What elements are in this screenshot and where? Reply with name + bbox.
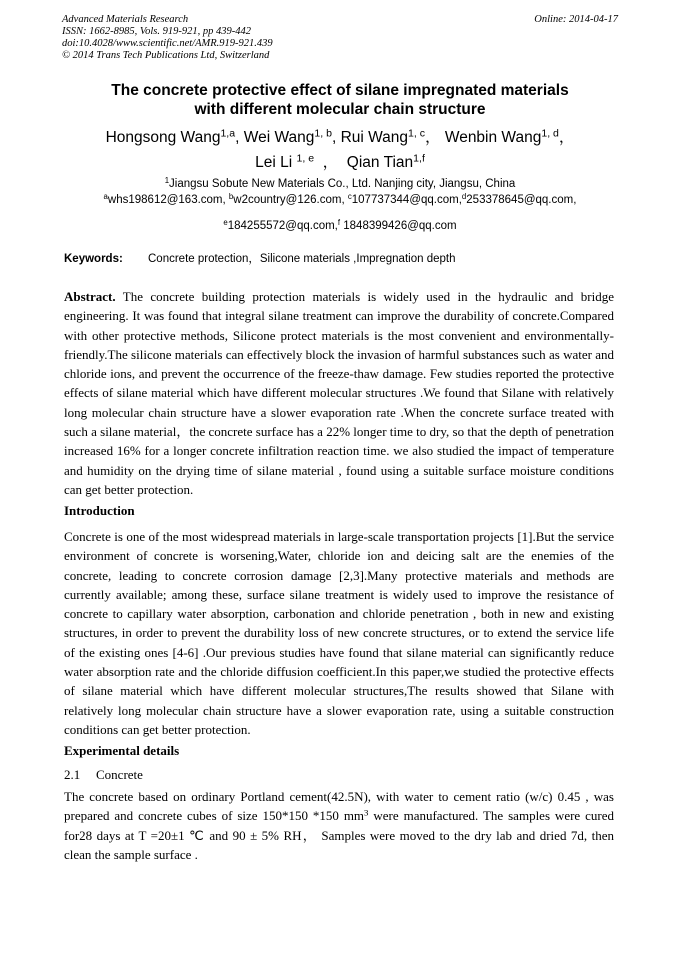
author-name: Lei Li bbox=[255, 154, 297, 171]
email-mark: c bbox=[347, 192, 352, 202]
subsection-number: 2.1 bbox=[64, 767, 81, 782]
author-name: Wei Wang bbox=[243, 129, 315, 146]
author-emails-line-2 bbox=[62, 218, 618, 234]
author-email: 107737344@qq.com, bbox=[351, 194, 462, 206]
journal-name: Advanced Materials Research bbox=[62, 14, 189, 25]
email-mark: f bbox=[337, 218, 341, 228]
author-name: Wenbin Wang bbox=[444, 129, 542, 146]
author-emails-line-1 bbox=[62, 192, 618, 208]
unit-superscript: 3 bbox=[364, 807, 369, 818]
concrete-paragraph bbox=[64, 787, 614, 864]
paper-title-line-1: The concrete protective effect of silane impregnated materials bbox=[111, 82, 569, 99]
journal-copyright: © 2014 Trans Tech Publications Ltd, Switzerland bbox=[62, 50, 270, 61]
author-name: Hongsong Wang bbox=[105, 129, 221, 146]
keywords-text: Concrete protection，Silicone materials ,Impregnation depth bbox=[148, 253, 456, 265]
author-list bbox=[62, 125, 618, 175]
email-mark: a bbox=[103, 192, 108, 202]
author-separator: ， bbox=[558, 129, 575, 146]
author-affiliation-mark: 1,f bbox=[413, 152, 425, 165]
journal-doi: doi:10.4028/www.scientific.net/AMR.919-921.439 bbox=[62, 38, 273, 49]
author-email: whs198612@163.com, bbox=[107, 194, 229, 206]
author-email: w2country@126.com, bbox=[233, 194, 348, 206]
affiliation-mark: 1 bbox=[164, 176, 170, 186]
concrete-text-part-2: were manufactured. The samples were cured for28 days at T =20±1 ℃ and 90 ± 5% RH， Samples were moved to the dry lab and dried 7d, then clean the sample surface . bbox=[64, 808, 614, 862]
author-separator: ， bbox=[425, 129, 445, 146]
keywords-label: Keywords: bbox=[64, 253, 123, 265]
author-line-2 bbox=[62, 150, 618, 175]
author-affiliation-mark: 1,a bbox=[220, 127, 236, 140]
abstract-text: The concrete building protection materials is widely used in the hydraulic and bridge engineering. It was found that integral silane treatment can improve the durability of concrete.Compared with other protective methods, Silicone protect materials is the most convenient and environmentally-friendly.The silicone materials can effectively block the invasion of harmful substances such as water and chloride ions, and prevent the occurrence of the freeze-thaw damage. Few studies reported the protective effects of silane material which have different molecular structures .We found that Silane with relatively long molecular chain structure have a slower evaporation rate .When the concrete surface treated with such a silane material，the concrete surface has a 22% longer time to dry, so that the depth of penetration increased 16% for a longer concrete infiltration reaction time. we also studied the impact of temperature and humidity on the drying time of silane material , found using a suitable surface moisture conditions can get better protection. bbox=[64, 289, 614, 497]
keywords-line bbox=[64, 251, 620, 267]
journal-header bbox=[62, 14, 618, 62]
email-mark: b bbox=[228, 192, 234, 202]
author-email: 184255572@qq.com, bbox=[227, 220, 338, 232]
email-mark: e bbox=[223, 218, 228, 228]
subsection-title: Concrete bbox=[96, 767, 143, 782]
paper-title-line-2: with different molecular chain structure bbox=[194, 101, 486, 118]
concrete-text-part-1: The concrete based on ordinary Portland cement(42.5N), with water to cement ratio (w/c) 0.45 , was prepared and concrete cubes of size 150*150 *150 mm bbox=[64, 789, 614, 824]
experimental-heading: Experimental details bbox=[64, 743, 180, 758]
author-email: 1848399426@qq.com bbox=[340, 220, 457, 232]
author-affiliation-mark: 1, d bbox=[541, 127, 559, 140]
author-affiliation-mark: 1, e bbox=[296, 152, 315, 165]
online-date: Online: 2014-04-17 bbox=[534, 14, 618, 25]
author-affiliation-mark: 1, c bbox=[408, 127, 426, 140]
affiliation bbox=[62, 176, 618, 192]
author-affiliation-mark: 1, b bbox=[314, 127, 332, 140]
introduction-heading: Introduction bbox=[64, 503, 135, 518]
paper-title bbox=[62, 81, 618, 119]
author-separator: , bbox=[331, 129, 341, 146]
author-separator: , bbox=[235, 129, 244, 146]
email-mark: d bbox=[461, 192, 467, 202]
author-line-1 bbox=[62, 125, 618, 150]
author-separator: ， bbox=[314, 154, 347, 171]
journal-issn: ISSN: 1662-8985, Vols. 919-921, pp 439-442 bbox=[62, 26, 251, 37]
abstract-label: Abstract. bbox=[64, 289, 116, 304]
affiliation-block bbox=[62, 176, 618, 234]
introduction-paragraph: Concrete is one of the most widespread materials in large-scale transportation projects [1].But the service environment of concrete is worsening,Water, chloride ion and deicing salt are the enemies of the concrete, leading to concrete corrosion damage [2,3].Many protective materials and methods are currently available; among these, surface silane treatment is widely used to improve the resistance of concrete to capillary water absorption, carbonation and chloride penetration , both in new and existing structures, in order to prevent the durability loss of new concrete structures, or to extend the service life of the existing ones [4-6] .Our previous studies have found that silane material can significantly reduce water absorption rate and the chloride diffusion coefficient.In this paper,we studied the protective effects of silane material which have different molecular structures,The results showed that Silane with relatively long molecular chain structure have a slower evaporation rate, using a suitable construction conditions can get better protection. bbox=[64, 529, 614, 737]
abstract-paragraph bbox=[64, 287, 614, 499]
affiliation-text: Jiangsu Sobute New Materials Co., Ltd. Nanjing city, Jiangsu, China bbox=[169, 178, 516, 190]
spacer bbox=[62, 208, 618, 218]
subsection-heading bbox=[64, 767, 143, 783]
author-name: Qian Tian bbox=[346, 154, 414, 171]
author-name: Rui Wang bbox=[340, 129, 409, 146]
author-email: 253378645@qq.com, bbox=[466, 194, 577, 206]
